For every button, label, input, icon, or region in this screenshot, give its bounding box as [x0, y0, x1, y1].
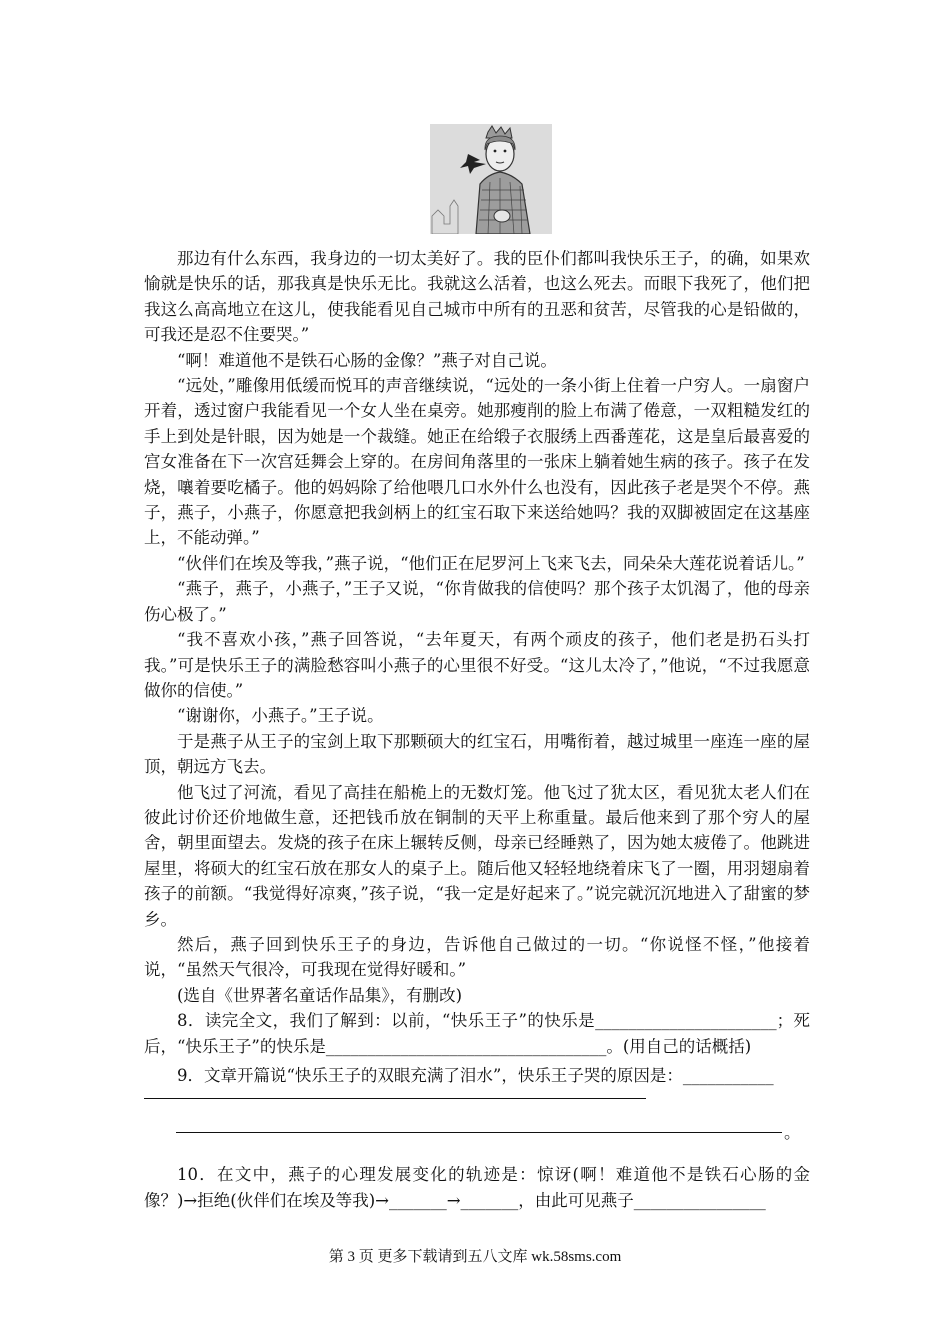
happy-prince-statue-with-swallow-icon: [430, 124, 552, 234]
question-8-text: 8．读完全文，我们了解到：以前，“快乐王子”的快乐是______________________；死后，“快乐王子”的快乐是__________________________________。(用自己的话概括): [144, 1011, 810, 1056]
passage-paragraph: 那边有什么东西，我身边的一切太美好了。我的臣仆们都叫我快乐王子，的确，如果欢愉就是快乐的话，那我真是快乐无比。我就这么活着，也这么死去。而眼下我死了，他们把我这么高高地立在这儿，使我能看见自己城市中所有的丑恶和贫苦，尽管我的心是铅做的，可我还是忍不住要哭。”: [144, 249, 810, 345]
page-footer: 第 3 页 更多下载请到五八文库 wk.58sms.com: [328, 1249, 622, 1265]
answer-line[interactable]: [144, 1120, 810, 1146]
question-10: [144, 1162, 810, 1213]
question-9-text: 9．文章开篇说“快乐王子的双眼充满了泪水”，快乐王子哭的原因是：___________: [177, 1066, 774, 1085]
reading-passage: [144, 246, 810, 1213]
question-8: [144, 1008, 810, 1059]
answer-line[interactable]: [144, 1088, 810, 1120]
passage-source: (选自《世界著名童话作品集》，有删改): [177, 985, 463, 1005]
passage-paragraph: “我不喜欢小孩，”燕子回答说，“去年夏天，有两个顽皮的孩子，他们老是扔石头打我。”可是快乐王子的满脸愁容叫小燕子的心里很不好受。“这儿太冷了，”他说，“不过我愿意做你的信使。”: [144, 630, 810, 700]
passage-paragraph: 他飞过了河流，看见了高挂在船桅上的无数灯笼。他飞过了犹太区，看见犹太老人们在彼此讨价还价地做生意，还把钱币放在铜制的天平上称重量。最后他来到了那个穷人的屋舍，朝里面望去。发烧的孩子在床上辗转反侧，母亲已经睡熟了，因为她太疲倦了。他跳进屋里，将硕大的红宝石放在那女人的桌子上。随后他又轻轻地绕着床飞了一圈，用羽翅扇着孩子的前额。“我觉得好凉爽，”孩子说，“我一定是好起来了。”说完就沉沉地进入了甜蜜的梦乡。: [144, 782, 810, 929]
passage-paragraph: 于是燕子从王子的宝剑上取下那颗硕大的红宝石，用嘴衔着，越过城里一座连一座的屋顶，朝远方飞去。: [144, 731, 810, 777]
question-9-end-mark: 。: [784, 1123, 801, 1143]
question-10-text: 10．在文中，燕子的心理发展变化的轨迹是：惊讶(啊！难道他不是铁石心肠的金像？)→拒绝(伙伴们在埃及等我)→_______→_______，由此可见燕子________________: [144, 1165, 810, 1210]
happy-prince-illustration: [430, 124, 552, 234]
question-9: [144, 1063, 810, 1146]
passage-paragraph: “啊！难道他不是铁石心肠的金像？”燕子对自己说。: [177, 350, 557, 370]
passage-paragraph: “燕子，燕子，小燕子，”王子又说，“你肯做我的信使吗？那个孩子太饥渴了，他的母亲伤心极了。”: [144, 579, 810, 624]
passage-paragraph: 然后，燕子回到快乐王子的身边，告诉他自己做过的一切。“你说怪不怪，”他接着说，“虽然天气很冷，可我现在觉得好暖和。”: [144, 934, 810, 980]
passage-paragraph: “伙伴们在埃及等我，”燕子说，“他们正在尼罗河上飞来飞去，同朵朵大莲花说着话儿。”: [177, 553, 805, 573]
passage-paragraph: “谢谢你，小燕子。”王子说。: [177, 706, 384, 726]
passage-paragraph: “远处，”雕像用低缓而悦耳的声音继续说，“远处的一条小街上住着一户穷人。一扇窗户开着，透过窗户我能看见一个女人坐在桌旁。她那瘦削的脸上布满了倦意，一双粗糙发红的手上到处是针眼，因为她是一个裁缝。她正在给缎子衣服绣上西番莲花，这是皇后最喜爱的宫女准备在下一次宫廷舞会上穿的。在房间角落里的一张床上躺着她生病的孩子。孩子在发烧，嚷着要吃橘子。他的妈妈除了给他喂几口水外什么也没有，因此孩子老是哭个不停。燕子，燕子，小燕子，你愿意把我剑柄上的红宝石取下来送给她吗？我的双脚被固定在这基座上，不能动弹。”: [144, 376, 810, 548]
